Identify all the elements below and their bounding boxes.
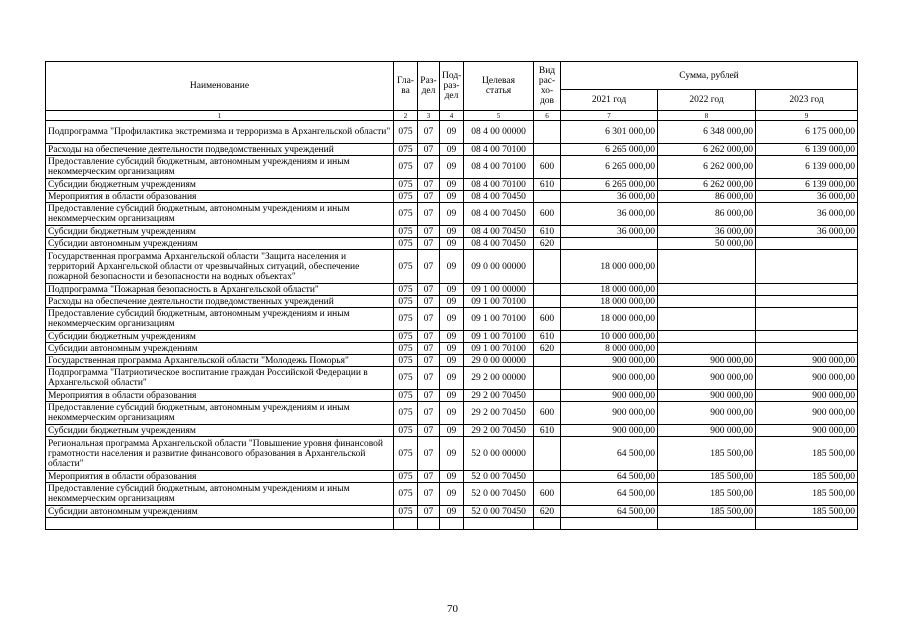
row-amount-2022: 185 500,00 — [658, 483, 756, 506]
header-year-2022: 2022 год — [658, 90, 756, 111]
table-row — [46, 156, 858, 179]
row-amount-2023 — [756, 284, 858, 296]
row-chapter: 075 — [394, 343, 418, 355]
row-chapter: 075 — [394, 367, 418, 390]
row-chapter: 075 — [394, 284, 418, 296]
row-amount-2021: 6 301 000,00 — [561, 121, 658, 144]
table-row — [46, 238, 858, 250]
row-chapter: 075 — [394, 308, 418, 331]
row-expense-type — [534, 296, 561, 308]
column-number: 6 — [534, 111, 561, 121]
row-amount-2023: 185 500,00 — [756, 437, 858, 471]
row-amount-2021: 6 265 000,00 — [561, 144, 658, 156]
row-amount-2021: 900 000,00 — [561, 367, 658, 390]
row-subsection: 09 — [440, 437, 464, 471]
row-chapter: 075 — [394, 425, 418, 437]
row-subsection: 09 — [440, 471, 464, 483]
row-amount-2021: 6 265 000,00 — [561, 179, 658, 191]
empty-cell — [46, 518, 394, 530]
row-amount-2023 — [756, 238, 858, 250]
row-amount-2023 — [756, 343, 858, 355]
row-section: 07 — [418, 437, 440, 471]
column-number: 1 — [46, 111, 394, 121]
row-target-article: 52 0 00 70450 — [464, 471, 534, 483]
row-chapter: 075 — [394, 191, 418, 203]
empty-cell — [394, 518, 418, 530]
row-name: Мероприятия в области образования — [46, 471, 394, 483]
row-chapter: 075 — [394, 238, 418, 250]
row-amount-2023: 36 000,00 — [756, 191, 858, 203]
row-subsection: 09 — [440, 355, 464, 367]
row-target-article: 09 1 00 70100 — [464, 296, 534, 308]
table-row — [46, 437, 858, 471]
row-subsection: 09 — [440, 121, 464, 144]
row-section: 07 — [418, 331, 440, 343]
row-section: 07 — [418, 355, 440, 367]
row-target-article: 08 4 00 00000 — [464, 121, 534, 144]
row-amount-2023 — [756, 331, 858, 343]
row-target-article: 08 4 00 70100 — [464, 179, 534, 191]
table-row — [46, 331, 858, 343]
header-sum: Сумма, рублей — [561, 62, 858, 90]
row-name: Предоставление субсидий бюджетным, автономным учреждениям и иным некоммерческим организациям — [46, 483, 394, 506]
column-number: 4 — [440, 111, 464, 121]
row-subsection: 09 — [440, 390, 464, 402]
row-chapter: 075 — [394, 471, 418, 483]
row-chapter: 075 — [394, 179, 418, 191]
row-name: Подпрограмма "Пожарная безопасность в Архангельской области" — [46, 284, 394, 296]
row-subsection: 09 — [440, 250, 464, 284]
row-name: Подпрограмма "Профилактика экстремизма и терроризма в Архангельской области" — [46, 121, 394, 144]
header-year-2021: 2021 год — [561, 90, 658, 111]
row-chapter: 075 — [394, 203, 418, 226]
empty-cell — [464, 518, 534, 530]
table-row-empty — [46, 518, 858, 530]
row-target-article: 08 4 00 70100 — [464, 156, 534, 179]
row-subsection: 09 — [440, 203, 464, 226]
table-row — [46, 203, 858, 226]
row-expense-type — [534, 121, 561, 144]
table-row — [46, 343, 858, 355]
row-amount-2022: 36 000,00 — [658, 226, 756, 238]
row-target-article: 29 2 00 70450 — [464, 402, 534, 425]
row-target-article: 09 1 00 70100 — [464, 343, 534, 355]
row-subsection: 09 — [440, 308, 464, 331]
row-amount-2023: 36 000,00 — [756, 226, 858, 238]
row-amount-2023: 900 000,00 — [756, 425, 858, 437]
row-expense-type: 600 — [534, 308, 561, 331]
row-subsection: 09 — [440, 284, 464, 296]
row-amount-2023: 185 500,00 — [756, 483, 858, 506]
row-amount-2021: 18 000 000,00 — [561, 296, 658, 308]
row-target-article: 08 4 00 70450 — [464, 203, 534, 226]
table-row — [46, 296, 858, 308]
row-amount-2022: 6 262 000,00 — [658, 179, 756, 191]
row-amount-2022: 900 000,00 — [658, 402, 756, 425]
empty-cell — [658, 518, 756, 530]
table-row — [46, 226, 858, 238]
row-name: Мероприятия в области образования — [46, 191, 394, 203]
row-name: Субсидии бюджетным учреждениям — [46, 226, 394, 238]
row-section: 07 — [418, 296, 440, 308]
header-expense-type-text: Вид рас- хо- дов — [538, 66, 556, 106]
row-amount-2022: 900 000,00 — [658, 367, 756, 390]
row-subsection: 09 — [440, 343, 464, 355]
row-section: 07 — [418, 343, 440, 355]
header-target — [464, 62, 534, 111]
row-chapter: 075 — [394, 402, 418, 425]
row-chapter: 075 — [394, 437, 418, 471]
row-amount-2022 — [658, 343, 756, 355]
row-name: Мероприятия в области образования — [46, 390, 394, 402]
empty-cell — [418, 518, 440, 530]
row-amount-2022 — [658, 296, 756, 308]
row-amount-2021: 64 500,00 — [561, 471, 658, 483]
header-target-text: Целевая статья — [482, 76, 515, 96]
table-row — [46, 191, 858, 203]
row-amount-2022: 50 000,00 — [658, 238, 756, 250]
row-amount-2022 — [658, 331, 756, 343]
row-amount-2023: 6 175 000,00 — [756, 121, 858, 144]
row-amount-2022: 185 500,00 — [658, 471, 756, 483]
row-section: 07 — [418, 402, 440, 425]
column-number: 8 — [658, 111, 756, 121]
row-section: 07 — [418, 483, 440, 506]
header-year-2023: 2023 год — [756, 90, 858, 111]
row-amount-2023: 900 000,00 — [756, 367, 858, 390]
row-name: Предоставление субсидий бюджетным, автономным учреждениям и иным некоммерческим организациям — [46, 156, 394, 179]
row-amount-2021: 900 000,00 — [561, 390, 658, 402]
row-section: 07 — [418, 425, 440, 437]
table-row — [46, 425, 858, 437]
row-amount-2021: 36 000,00 — [561, 203, 658, 226]
row-amount-2021: 18 000 000,00 — [561, 284, 658, 296]
row-subsection: 09 — [440, 402, 464, 425]
row-name: Субсидии автономным учреждениям — [46, 238, 394, 250]
row-amount-2021: 900 000,00 — [561, 355, 658, 367]
row-section: 07 — [418, 226, 440, 238]
row-amount-2023 — [756, 308, 858, 331]
row-amount-2023: 185 500,00 — [756, 506, 858, 518]
row-section: 07 — [418, 191, 440, 203]
row-amount-2021: 64 500,00 — [561, 506, 658, 518]
row-section: 07 — [418, 506, 440, 518]
row-target-article: 08 4 00 70450 — [464, 191, 534, 203]
row-expense-type — [534, 144, 561, 156]
row-target-article: 52 0 00 70450 — [464, 483, 534, 506]
row-amount-2022: 6 348 000,00 — [658, 121, 756, 144]
header-section-text: Раз- дел — [420, 76, 437, 96]
row-amount-2022: 86 000,00 — [658, 191, 756, 203]
row-chapter: 075 — [394, 390, 418, 402]
row-amount-2023: 6 139 000,00 — [756, 179, 858, 191]
row-section: 07 — [418, 308, 440, 331]
table-row — [46, 250, 858, 284]
empty-cell — [534, 518, 561, 530]
row-amount-2021: 8 000 000,00 — [561, 343, 658, 355]
row-expense-type — [534, 191, 561, 203]
row-subsection: 09 — [440, 506, 464, 518]
table-row — [46, 390, 858, 402]
column-numbers-row — [46, 111, 858, 121]
empty-cell — [561, 518, 658, 530]
row-amount-2021: 900 000,00 — [561, 425, 658, 437]
row-name: Предоставление субсидий бюджетным, автономным учреждениям и иным некоммерческим организациям — [46, 203, 394, 226]
row-amount-2021: 18 000 000,00 — [561, 308, 658, 331]
row-amount-2022 — [658, 308, 756, 331]
row-expense-type: 620 — [534, 238, 561, 250]
row-amount-2022 — [658, 284, 756, 296]
header-name: Наименование — [46, 62, 394, 111]
table-row — [46, 308, 858, 331]
row-name: Региональная программа Архангельской области "Повышение уровня финансовой грамотности населения и развитие финансового образования в Архангельской области" — [46, 437, 394, 471]
row-section: 07 — [418, 238, 440, 250]
row-target-article: 52 0 00 70450 — [464, 506, 534, 518]
row-chapter: 075 — [394, 506, 418, 518]
row-amount-2021: 18 000 000,00 — [561, 250, 658, 284]
row-name: Субсидии автономным учреждениям — [46, 506, 394, 518]
table-row — [46, 179, 858, 191]
row-expense-type — [534, 390, 561, 402]
row-amount-2021: 900 000,00 — [561, 402, 658, 425]
row-amount-2022: 185 500,00 — [658, 437, 756, 471]
row-amount-2021 — [561, 238, 658, 250]
budget-table — [45, 61, 858, 530]
row-expense-type — [534, 284, 561, 296]
row-expense-type — [534, 367, 561, 390]
row-amount-2023 — [756, 250, 858, 284]
row-chapter: 075 — [394, 355, 418, 367]
table-row — [46, 402, 858, 425]
row-section: 07 — [418, 156, 440, 179]
row-section: 07 — [418, 144, 440, 156]
row-name: Подпрограмма "Патриотическое воспитание граждан Российской Федерации в Архангельской области" — [46, 367, 394, 390]
row-subsection: 09 — [440, 226, 464, 238]
row-amount-2022: 900 000,00 — [658, 355, 756, 367]
row-amount-2023: 900 000,00 — [756, 402, 858, 425]
row-section: 07 — [418, 367, 440, 390]
row-name: Предоставление субсидий бюджетным, автономным учреждениям и иным некоммерческим организациям — [46, 308, 394, 331]
row-amount-2021: 64 500,00 — [561, 483, 658, 506]
row-target-article: 08 4 00 70450 — [464, 226, 534, 238]
row-section: 07 — [418, 390, 440, 402]
row-section: 07 — [418, 250, 440, 284]
row-amount-2023: 6 139 000,00 — [756, 144, 858, 156]
row-target-article: 52 0 00 00000 — [464, 437, 534, 471]
row-amount-2022: 185 500,00 — [658, 506, 756, 518]
row-section: 07 — [418, 179, 440, 191]
row-amount-2022: 900 000,00 — [658, 390, 756, 402]
header-section — [418, 62, 440, 111]
row-section: 07 — [418, 121, 440, 144]
row-chapter: 075 — [394, 250, 418, 284]
empty-cell — [440, 518, 464, 530]
column-number: 7 — [561, 111, 658, 121]
column-number: 9 — [756, 111, 858, 121]
row-name: Расходы на обеспечение деятельности подведомственных учреждений — [46, 296, 394, 308]
row-name: Субсидии бюджетным учреждениям — [46, 331, 394, 343]
row-expense-type — [534, 437, 561, 471]
row-target-article: 29 2 00 70450 — [464, 390, 534, 402]
table-row — [46, 471, 858, 483]
header-chapter-text: Гла- ва — [397, 76, 414, 96]
column-number: 5 — [464, 111, 534, 121]
row-expense-type: 600 — [534, 402, 561, 425]
row-subsection: 09 — [440, 296, 464, 308]
row-expense-type: 610 — [534, 425, 561, 437]
row-name: Государственная программа Архангельской области "Защита населения и территорий Архангельской области от чрезвычайных ситуаций, обеспечение пожарной безопасности и безопасности на водных объектах" — [46, 250, 394, 284]
empty-cell — [756, 518, 858, 530]
row-expense-type: 600 — [534, 203, 561, 226]
row-target-article: 09 0 00 00000 — [464, 250, 534, 284]
table-row — [46, 483, 858, 506]
row-name: Государственная программа Архангельской области "Молодежь Поморья" — [46, 355, 394, 367]
row-subsection: 09 — [440, 425, 464, 437]
row-chapter: 075 — [394, 331, 418, 343]
header-chapter — [394, 62, 418, 111]
row-expense-type: 610 — [534, 226, 561, 238]
table-row — [46, 121, 858, 144]
row-target-article: 29 2 00 00000 — [464, 367, 534, 390]
row-subsection: 09 — [440, 144, 464, 156]
row-amount-2023: 900 000,00 — [756, 390, 858, 402]
table-row — [46, 506, 858, 518]
row-target-article: 08 4 00 70100 — [464, 144, 534, 156]
row-amount-2021: 36 000,00 — [561, 191, 658, 203]
row-expense-type — [534, 355, 561, 367]
row-amount-2021: 36 000,00 — [561, 226, 658, 238]
row-subsection: 09 — [440, 156, 464, 179]
row-amount-2022: 900 000,00 — [658, 425, 756, 437]
row-target-article: 29 2 00 70450 — [464, 425, 534, 437]
row-section: 07 — [418, 203, 440, 226]
row-name: Расходы на обеспечение деятельности подведомственных учреждений — [46, 144, 394, 156]
row-expense-type: 620 — [534, 343, 561, 355]
row-chapter: 075 — [394, 121, 418, 144]
row-target-article: 09 1 00 70100 — [464, 308, 534, 331]
row-amount-2021: 10 000 000,00 — [561, 331, 658, 343]
row-expense-type — [534, 471, 561, 483]
row-chapter: 075 — [394, 483, 418, 506]
row-name: Субсидии бюджетным учреждениям — [46, 179, 394, 191]
row-chapter: 075 — [394, 144, 418, 156]
row-name: Субсидии автономным учреждениям — [46, 343, 394, 355]
row-expense-type: 610 — [534, 179, 561, 191]
row-subsection: 09 — [440, 483, 464, 506]
row-section: 07 — [418, 284, 440, 296]
row-amount-2023: 36 000,00 — [756, 203, 858, 226]
row-target-article: 09 1 00 00000 — [464, 284, 534, 296]
row-expense-type: 600 — [534, 483, 561, 506]
row-amount-2021: 6 265 000,00 — [561, 156, 658, 179]
row-subsection: 09 — [440, 179, 464, 191]
row-amount-2021: 64 500,00 — [561, 437, 658, 471]
row-target-article: 29 0 00 00000 — [464, 355, 534, 367]
row-subsection: 09 — [440, 238, 464, 250]
row-expense-type — [534, 250, 561, 284]
row-amount-2023: 185 500,00 — [756, 471, 858, 483]
column-number: 2 — [394, 111, 418, 121]
table-row — [46, 144, 858, 156]
row-amount-2023: 900 000,00 — [756, 355, 858, 367]
row-section: 07 — [418, 471, 440, 483]
table-row — [46, 367, 858, 390]
row-subsection: 09 — [440, 367, 464, 390]
row-amount-2023 — [756, 296, 858, 308]
row-expense-type: 610 — [534, 331, 561, 343]
row-subsection: 09 — [440, 191, 464, 203]
row-amount-2022: 6 262 000,00 — [658, 144, 756, 156]
header-subsection — [440, 62, 464, 111]
header-subsection-text: Под- раз- дел — [442, 71, 462, 101]
header-expense-type — [534, 62, 561, 111]
page-number: 70 — [447, 603, 458, 615]
row-expense-type: 600 — [534, 156, 561, 179]
column-number: 3 — [418, 111, 440, 121]
row-target-article: 09 1 00 70100 — [464, 331, 534, 343]
row-subsection: 09 — [440, 331, 464, 343]
row-chapter: 075 — [394, 226, 418, 238]
table-row — [46, 355, 858, 367]
row-chapter: 075 — [394, 156, 418, 179]
row-expense-type: 620 — [534, 506, 561, 518]
row-name: Субсидии бюджетным учреждениям — [46, 425, 394, 437]
row-amount-2022: 86 000,00 — [658, 203, 756, 226]
row-amount-2022: 6 262 000,00 — [658, 156, 756, 179]
row-amount-2023: 6 139 000,00 — [756, 156, 858, 179]
table-row — [46, 284, 858, 296]
row-name: Предоставление субсидий бюджетным, автономным учреждениям и иным некоммерческим организациям — [46, 402, 394, 425]
row-target-article: 08 4 00 70450 — [464, 238, 534, 250]
row-amount-2022 — [658, 250, 756, 284]
row-chapter: 075 — [394, 296, 418, 308]
table-body — [46, 121, 858, 530]
